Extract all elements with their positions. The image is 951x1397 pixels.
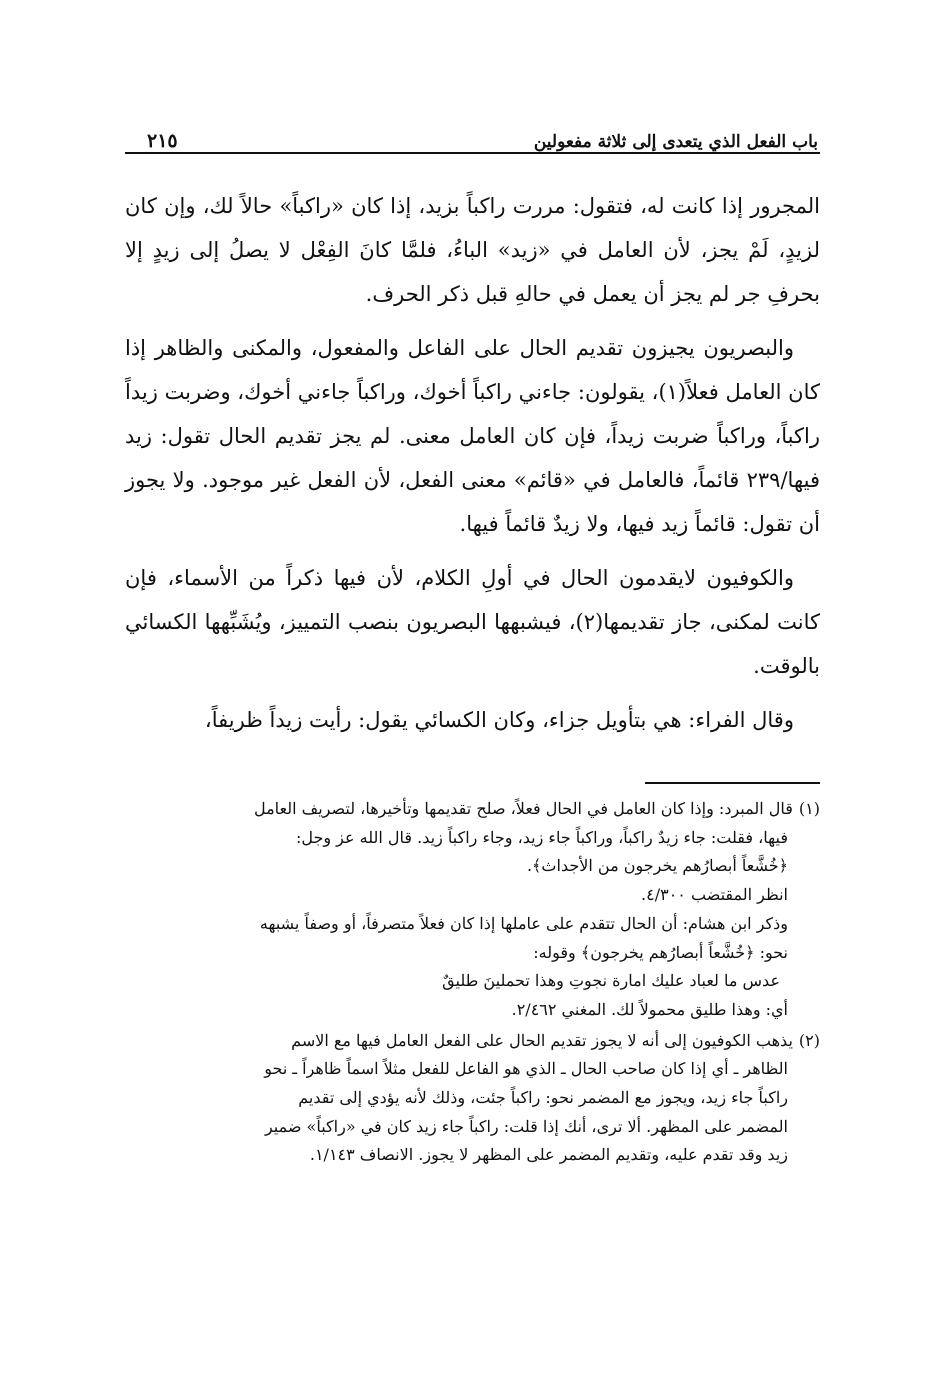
footnote-number: (١) — [798, 799, 820, 818]
footnote-2 — [125, 1027, 820, 1171]
verse-hemistich: نجوتِ وهذا تحملينَ طليقٌ — [442, 971, 608, 991]
chapter-title: باب الفعل الذي يتعدى إلى ثلاثة مفعولين — [533, 132, 818, 152]
footnote-line: المضمر على المظهر. ألا ترى، أنك إذا قلت: راكباً جاء زيد كان في «راكباً» ضمير — [264, 1116, 788, 1136]
paragraph-1: المجرور إذا كانت له، فتقول: مررت راكباً بزيد، إذا كان «راكباً» حالاً لك، وإن كان لزيدٍ، لَمْ يجز، لأن العامل في «زيد» الباءُ، فلمَّا كانَ الفِعْل لا يصلُ إلى زيدٍ إلا بحرفِ جر لم يجز أن يعمل في حالهِ قبل ذكر الحرف. — [125, 194, 820, 306]
footnote-number: (٢) — [798, 1030, 820, 1050]
footnote-line: انظر المقتضب ٤/٣٠٠. — [641, 885, 788, 905]
main-text — [125, 184, 820, 742]
footnotes — [125, 795, 820, 1172]
paragraph-4: وقال الفراء: هي بتأويل جزاء، وكان الكسائي يقول: رأيت زيداً ظريفاً، — [204, 708, 794, 732]
footnote-line: الظاهر ـ أي إذا كان صاحب الحال ـ الذي هو الفاعل للفعل مثلاً اسماً ظاهراً ـ نحو — [264, 1059, 788, 1079]
footnote-line: فيها، فقلت: جاء زيدٌ راكباً، وراكباً جاء زيد، وجاء راكباً زيد. قال الله عز وجل: — [295, 827, 788, 847]
running-header — [125, 112, 820, 154]
footnote-line: يذهب الكوفيون إلى أنه لا يجوز تقديم الحال على الفعل العامل فيها مع الاسم — [291, 1030, 793, 1050]
verse-hemistich: عدس ما لعباد عليك امارة — [612, 971, 780, 991]
footnote-line: وذكر ابن هشام: أن الحال تتقدم على عاملها إذا كان فعلاً متصرفاً، أو وصفاً يشبهه — [259, 913, 788, 933]
paragraph-3: والكوفيون لايقدمون الحال في أولِ الكلام، لأن فيها ذكراً من الأسماء، فإن كانت لمكنى، جاز تقديمها(٢)، فيشبهها البصريون بنصب التمييز، ويُشَبِّهها الكسائي بالوقت. — [125, 566, 820, 678]
page-number: ٢١٥ — [147, 130, 178, 152]
footnote-line: أي: وهذا طليق محمولاً لك. المغني ٢/٤٦٢. — [511, 999, 788, 1019]
footnote-line: زيد وقد تقدم عليه، وتقديم المضمر على المظهر لا يجوز. الانصاف ١/١٤٣. — [309, 1145, 788, 1165]
footnote-line: قال المبرد: وإذا كان العامل في الحال فعلاً، صلح تقديمها وتأخيرها، لتصريف العامل — [253, 799, 793, 818]
footnote-1 — [125, 795, 820, 1025]
footnote-line: نحو: ﴿خُشَّعاً أبصارُهم يخرجون﴾ وقوله: — [533, 942, 788, 962]
poetry-verse — [125, 967, 820, 996]
footnote-line: راكباً جاء زيد، ويجوز مع المضمر نحو: راكباً جئت، وذلك لأنه يؤدي إلى تقديم — [298, 1088, 788, 1108]
footnote-divider — [645, 782, 820, 784]
paragraph-2: والبصريون يجيزون تقديم الحال على الفاعل والمفعول، والمكنى والظاهر إذا كان العامل فعلاً(١)، يقولون: جاءني راكباً أخوك، وراكباً جاءني أخوك، وضربت زيداً راكباً، وراكباً ضربت زيداً، فإن كان العامل معنى. لم يجز تقديم الحال تقول: زيد فيها/٢٣٩ قائماً، فالعامل في «قائم» معنى الفعل، لأن الفعل غير موجود. ولا يجوز أن تقول: قائماً زيد فيها، ولا زيدٌ قائماً فيها. — [125, 336, 820, 536]
footnote-line: ﴿خُشَّعاً أبصارُهم يخرجون من الأجداث﴾. — [526, 856, 788, 876]
book-page — [125, 112, 820, 1165]
